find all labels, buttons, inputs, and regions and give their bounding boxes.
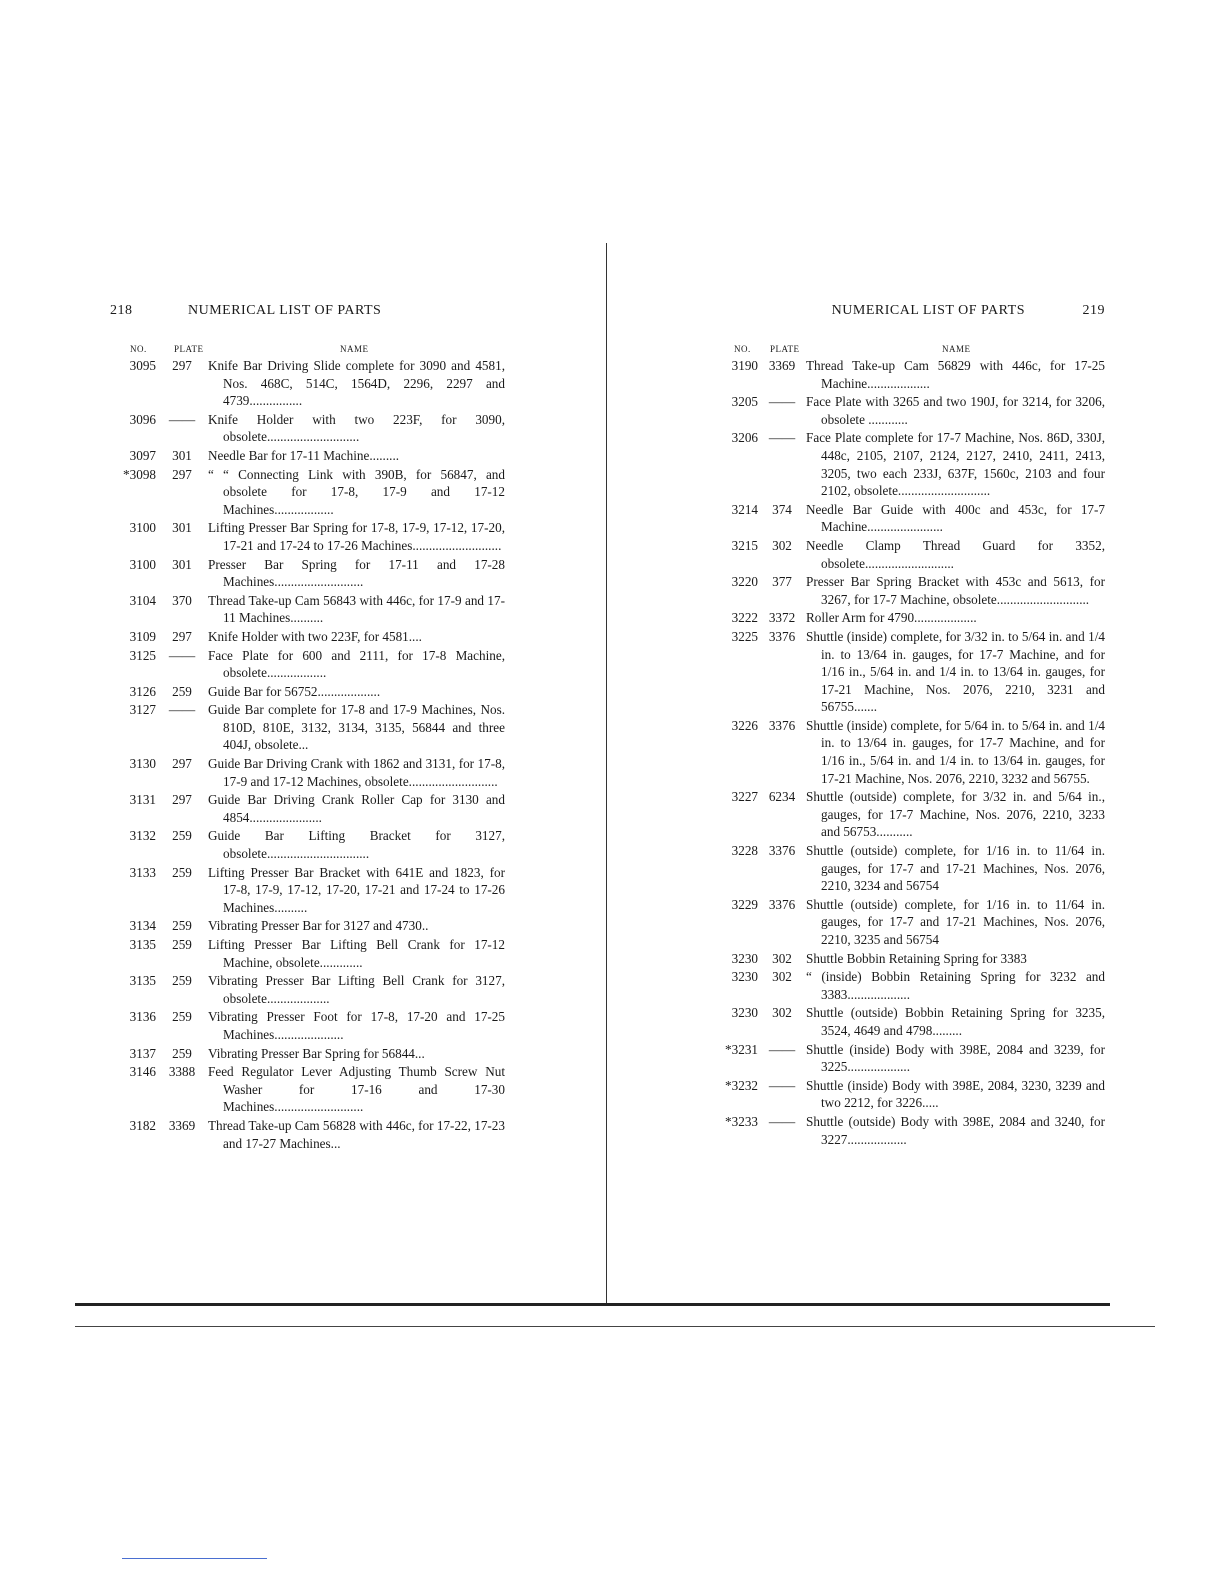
part-row — [110, 447, 505, 465]
part-row — [110, 592, 505, 627]
plate-number: 3376 — [768, 896, 796, 912]
plate-number: 302 — [772, 950, 792, 966]
part-number: 3125 — [129, 647, 156, 663]
column-headers — [110, 344, 505, 358]
plate-number: 301 — [172, 447, 192, 463]
part-name: Lifting Presser Bar Bracket with 641E and 1823, for 17-8, 17-9, 17-12, 17-20, 17-21 and 17-24 to 17-26 Machines.......... — [208, 864, 505, 915]
plate-number: 370 — [172, 592, 192, 608]
part-name: Shuttle (inside) complete, for 5/64 in. to 5/64 in. and 1/4 in. to 13/64 in. gauges, for 17-7 Machine, and for 1/16 in., 5/64 in. and 1/4 in. to 13/64 in. gauges, for 17-21 Machine, Nos. 2076, 2210, 3232 and 56755. — [806, 717, 1105, 786]
column-headers — [720, 344, 1105, 358]
part-name: Knife Holder with two 223F, for 3090, obsolete............................ — [208, 411, 505, 445]
part-row — [720, 609, 1105, 627]
plate-number: 259 — [172, 828, 192, 844]
part-number: 3104 — [129, 592, 156, 608]
part-row — [720, 429, 1105, 499]
plate-number: 297 — [172, 466, 192, 482]
plate-number: —— — [768, 1113, 796, 1129]
plate-number: 297 — [172, 792, 192, 808]
part-name: Shuttle (outside) complete, for 1/16 in. to 11/64 in. gauges, for 17-7 and 17-21 Machines, Nos. 2076, 2210, 3235 and 56754 — [806, 896, 1105, 947]
plate-number: 377 — [772, 574, 792, 590]
col-header-plate: PLATE — [770, 344, 800, 354]
col-header-name: NAME — [942, 344, 971, 354]
part-name: Needle Bar Guide with 400c and 453c, for 17-7 Machine....................... — [806, 501, 1105, 535]
col-header-no: NO. — [734, 344, 751, 354]
part-name: Guide Bar Driving Crank with 1862 and 3131, for 17-8, 17-9 and 17-12 Machines, obsolete........................... — [208, 756, 505, 789]
part-name: Presser Bar Spring for 17-11 and 17-28 Machines........................... — [208, 556, 505, 590]
part-name: Face Plate complete for 17-7 Machine, Nos. 86D, 330J, 448c, 2105, 2107, 2124, 2127, 2410, 2411, 2413, 3205, two each 233J, 637F, 1560c, 2103 and four 2102, obsolete............................ — [806, 430, 1105, 499]
plate-number: —— — [168, 647, 196, 663]
part-number: 3132 — [129, 828, 156, 844]
part-row — [110, 466, 505, 519]
part-name: Presser Bar Spring Bracket with 453c and 5613, for 3267, for 17-7 Machine, obsolete............................ — [806, 574, 1105, 607]
part-name: Thread Take-up Cam 56828 with 446c, for 17-22, 17-23 and 17-27 Machines... — [208, 1117, 505, 1151]
part-name: Knife Bar Driving Slide complete for 3090 and 4581, Nos. 468C, 514C, 1564D, 2296, 2297 and 4739................ — [208, 358, 505, 409]
part-number: 3136 — [129, 1009, 156, 1025]
part-name: Needle Clamp Thread Guard for 3352, obsolete........................... — [806, 537, 1105, 571]
plate-number: 3376 — [768, 628, 796, 644]
part-row — [720, 1113, 1105, 1148]
part-number: 3137 — [129, 1045, 156, 1061]
scan-artifact-line — [122, 1558, 267, 1559]
part-row — [720, 628, 1105, 716]
part-row — [110, 1063, 505, 1116]
part-row — [720, 537, 1105, 572]
scan-edge-line-lower — [75, 1326, 1155, 1327]
part-number: 3205 — [731, 394, 758, 410]
part-row — [720, 1077, 1105, 1112]
col-header-no: NO. — [130, 344, 147, 354]
plate-number: 297 — [172, 358, 192, 373]
part-row — [110, 647, 505, 682]
part-row — [720, 573, 1105, 608]
running-title: NUMERICAL LIST OF PARTS — [188, 303, 382, 318]
part-number: 3206 — [731, 430, 758, 446]
plate-number: 259 — [172, 864, 192, 880]
part-number: *3232 — [725, 1077, 758, 1093]
plate-number: 301 — [172, 556, 192, 572]
plate-number: 3376 — [768, 843, 796, 859]
plate-number: 259 — [172, 683, 192, 699]
part-name: Thread Take-up Cam 56829 with 446c, for 17-25 Machine................... — [806, 358, 1105, 391]
part-number: 3133 — [129, 864, 156, 880]
part-name: Feed Regulator Lever Adjusting Thumb Screw Nut Washer for 17-16 and 17-30 Machines........................... — [208, 1064, 505, 1115]
part-number: 3109 — [129, 628, 156, 644]
part-row — [110, 1008, 505, 1043]
plate-number: 3369 — [768, 358, 796, 373]
part-row — [720, 357, 1105, 392]
part-row — [110, 701, 505, 754]
part-row — [110, 755, 505, 790]
plate-number: 3369 — [168, 1117, 196, 1133]
part-name: Roller Arm for 4790................... — [806, 610, 977, 626]
plate-number: —— — [168, 702, 196, 718]
page-number: 219 — [1082, 303, 1105, 318]
part-name: Vibrating Presser Foot for 17-8, 17-20 and 17-25 Machines..................... — [208, 1009, 505, 1042]
part-row — [110, 628, 505, 646]
part-number: 3225 — [731, 628, 758, 644]
part-name: “ “ Connecting Link with 390B, for 56847, and obsolete for 17-8, 17-9 and 17-12 Machines.................. — [208, 466, 505, 517]
plate-number: —— — [768, 430, 796, 446]
part-row — [110, 556, 505, 591]
part-number: 3182 — [129, 1117, 156, 1133]
plate-number: 297 — [172, 756, 192, 772]
parts-list — [720, 357, 1105, 1149]
running-title: NUMERICAL LIST OF PARTS — [831, 303, 1025, 318]
part-number: 3096 — [129, 411, 156, 427]
part-row — [720, 788, 1105, 841]
part-row — [720, 1004, 1105, 1039]
part-number: 3222 — [731, 610, 758, 626]
plate-number: —— — [768, 1077, 796, 1093]
part-row — [110, 683, 505, 701]
part-number: 3135 — [129, 973, 156, 989]
part-row — [110, 411, 505, 446]
part-number: 3130 — [129, 756, 156, 772]
plate-number: —— — [168, 411, 196, 427]
part-number: *3098 — [123, 466, 156, 482]
part-row — [110, 827, 505, 862]
plate-number: 3388 — [168, 1064, 196, 1080]
part-name: Face Plate for 600 and 2111, for 17-8 Machine, obsolete.................. — [208, 647, 505, 681]
part-row — [720, 717, 1105, 787]
part-number: 3095 — [129, 358, 156, 373]
plate-number: 259 — [172, 1045, 192, 1061]
part-number: 3229 — [731, 896, 758, 912]
parts-list — [110, 357, 505, 1153]
part-number: 3230 — [731, 969, 758, 985]
part-name: “ (inside) Bobbin Retaining Spring for 3232 and 3383................... — [806, 969, 1105, 1002]
plate-number: —— — [768, 1041, 796, 1057]
plate-number: 259 — [172, 918, 192, 934]
plate-number: 3376 — [768, 717, 796, 733]
part-number: 3190 — [731, 358, 758, 373]
part-number: 3226 — [731, 717, 758, 733]
part-name: Shuttle (outside) complete, for 3/32 in. and 5/64 in., gauges, for 17-7 Machine, Nos. 2076, 2210, 3233 and 56753........... — [806, 789, 1105, 840]
part-row — [110, 791, 505, 826]
part-number: 3097 — [129, 447, 156, 463]
part-row — [720, 1041, 1105, 1076]
plate-number: —— — [768, 394, 796, 410]
plate-number: 259 — [172, 1009, 192, 1025]
part-number: 3146 — [129, 1064, 156, 1080]
part-name: Lifting Presser Bar Lifting Bell Crank for 17-12 Machine, obsolete............. — [208, 937, 505, 970]
part-row — [720, 501, 1105, 536]
plate-number: 6234 — [768, 789, 796, 805]
part-number: *3233 — [725, 1113, 758, 1129]
part-name: Vibrating Presser Bar Spring for 56844... — [208, 1045, 425, 1061]
part-number: 3214 — [731, 501, 758, 517]
col-header-name: NAME — [340, 344, 369, 354]
plate-number: 302 — [772, 537, 792, 553]
part-number: 3100 — [129, 556, 156, 572]
col-header-plate: PLATE — [174, 344, 204, 354]
part-row — [720, 842, 1105, 895]
running-head — [110, 303, 505, 323]
part-name: Shuttle (outside) Body with 398E, 2084 and 3240, for 3227.................. — [806, 1113, 1105, 1147]
page-gutter-line — [606, 243, 607, 1305]
page-number: 218 — [110, 303, 133, 318]
part-row — [110, 864, 505, 917]
part-row — [110, 917, 505, 935]
plate-number: 302 — [772, 969, 792, 985]
plate-number: 374 — [772, 501, 792, 517]
plate-number: 302 — [772, 1005, 792, 1021]
part-number: 3134 — [129, 918, 156, 934]
part-name: Shuttle (inside) Body with 398E, 2084, 3230, 3239 and two 2212, for 3226..... — [806, 1077, 1105, 1111]
part-name: Shuttle (inside) Body with 398E, 2084 and 3239, for 3225................... — [806, 1041, 1105, 1075]
plate-number: 3372 — [768, 610, 796, 626]
part-name: Lifting Presser Bar Spring for 17-8, 17-9, 17-12, 17-20, 17-21 and 17-24 to 17-26 Machines........................... — [208, 520, 505, 553]
part-number: 3228 — [731, 843, 758, 859]
part-row — [720, 950, 1105, 968]
part-number: 3127 — [129, 702, 156, 718]
plate-number: 259 — [172, 937, 192, 952]
part-number: 3135 — [129, 937, 156, 952]
plate-number: 297 — [172, 628, 192, 644]
part-name: Shuttle (outside) complete, for 1/16 in. to 11/64 in. gauges, for 17-7 and 17-21 Machines, Nos. 2076, 2210, 3234 and 56754 — [806, 843, 1105, 894]
part-number: 3220 — [731, 574, 758, 590]
part-number: *3231 — [725, 1041, 758, 1057]
part-number: 3230 — [731, 950, 758, 966]
part-number: 3227 — [731, 789, 758, 805]
part-name: Guide Bar Driving Crank Roller Cap for 3130 and 4854...................... — [208, 792, 505, 825]
part-row — [110, 1117, 505, 1152]
part-number: 3126 — [129, 683, 156, 699]
part-name: Guide Bar complete for 17-8 and 17-9 Machines, Nos. 810D, 810E, 3132, 3134, 3135, 56844 and three 404J, obsolete... — [208, 702, 505, 753]
part-number: 3131 — [129, 792, 156, 808]
part-row — [110, 1045, 505, 1063]
part-row — [720, 896, 1105, 949]
part-row — [110, 357, 505, 410]
part-row — [110, 936, 505, 971]
part-number: 3230 — [731, 1005, 758, 1021]
plate-number: 301 — [172, 520, 192, 536]
part-row — [110, 972, 505, 1007]
plate-number: 259 — [172, 973, 192, 989]
part-name: Shuttle (inside) complete, for 3/32 in. to 5/64 in. and 1/4 in. to 13/64 in. gauges, for 17-7 Machine, and for 1/16 in., 5/64 in. and 1/4 in. to 13/64 in. gauges, for 17-21 Machine, Nos. 2076, 2210, 3231 and 56755....... — [806, 628, 1105, 715]
part-row — [720, 968, 1105, 1003]
part-name: Guide Bar for 56752................... — [208, 683, 381, 699]
part-row — [110, 519, 505, 554]
part-name: Shuttle Bobbin Retaining Spring for 3383 — [806, 950, 1027, 966]
part-name: Shuttle (outside) Bobbin Retaining Spring for 3235, 3524, 4649 and 4798......... — [806, 1005, 1105, 1038]
part-name: Face Plate with 3265 and two 190J, for 3214, for 3206, obsolete ............ — [806, 394, 1105, 427]
part-name: Knife Holder with two 223F, for 4581.... — [208, 628, 422, 644]
part-row — [720, 393, 1105, 428]
part-name: Thread Take-up Cam 56843 with 446c, for 17-9 and 17-11 Machines.......... — [208, 592, 505, 626]
scan-edge-line — [75, 1303, 1110, 1306]
part-name: Needle Bar for 17-11 Machine......... — [208, 447, 400, 463]
part-number: 3100 — [129, 520, 156, 536]
part-number: 3215 — [731, 537, 758, 553]
part-name: Vibrating Presser Bar for 3127 and 4730.. — [208, 918, 429, 934]
part-name: Vibrating Presser Bar Lifting Bell Crank for 3127, obsolete................... — [208, 973, 505, 1006]
running-head — [720, 303, 1105, 323]
part-name: Guide Bar Lifting Bracket for 3127, obsolete............................... — [208, 828, 505, 862]
